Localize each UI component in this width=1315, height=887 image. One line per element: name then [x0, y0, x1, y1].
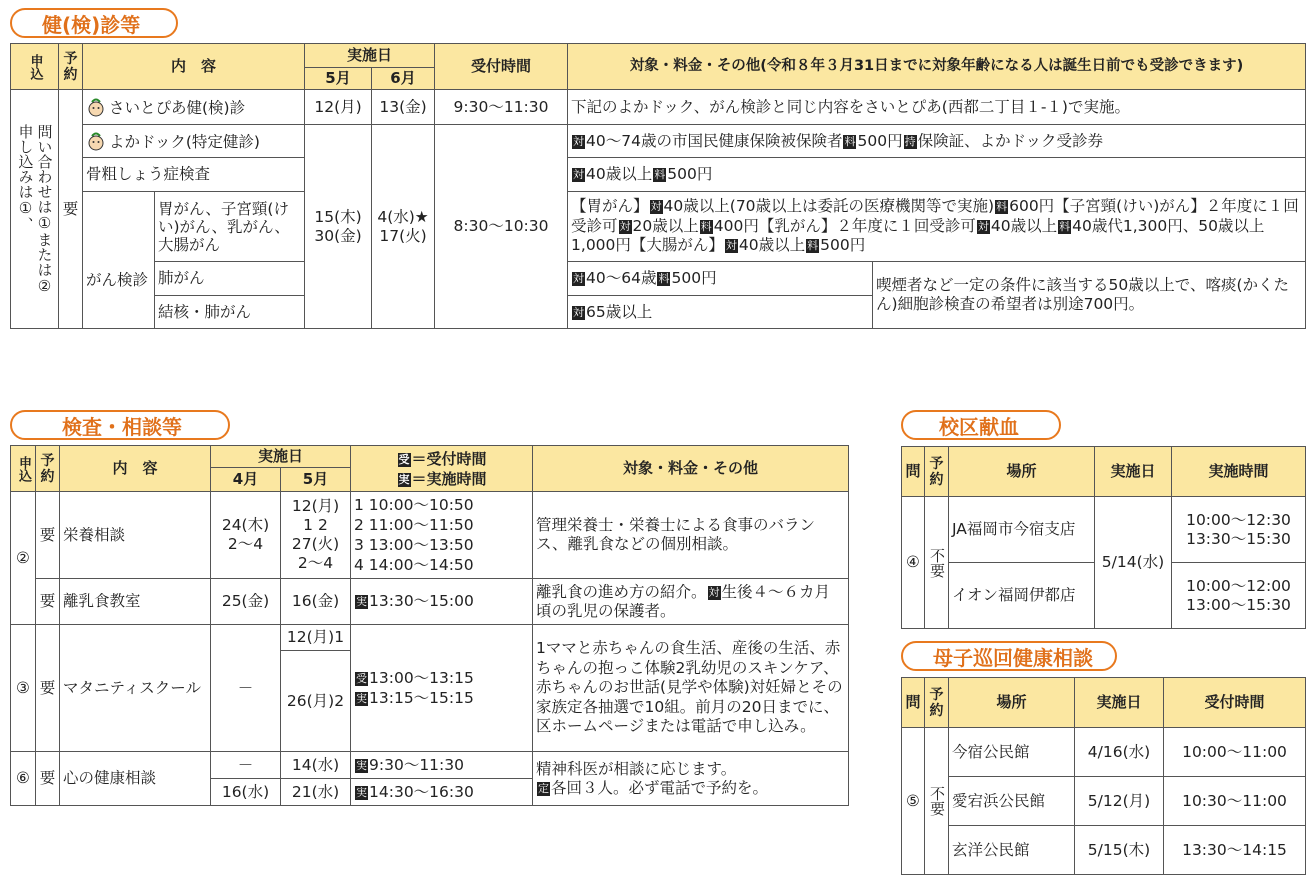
eiyo-name: 栄養相談 [60, 492, 211, 579]
kenketsu-table [901, 446, 1306, 629]
kokoro-area: ⑥ [11, 752, 36, 806]
boshi-area: ⑤ [902, 728, 925, 875]
maternity-april: － [211, 625, 281, 752]
boshi-place-1: 愛宕浜公民館 [949, 777, 1075, 826]
yoka-desc: 対 40～74歳の市国民健康保険被保険者 料 500円 持 保険証、よかドック受診券 [568, 125, 1306, 158]
kokoro-april1: － [211, 752, 281, 779]
kensa-header-may: 5月 [281, 468, 351, 492]
haigan-desc: 対 40～64歳 料 500円 [568, 262, 873, 296]
kotsuso-desc: 対 40歳以上 料 500円 [568, 158, 1306, 192]
kokoro-may1: 14(水) [281, 752, 351, 779]
kokoro-desc: 精神科医が相談に応じます。 定 各回３人。必ず電話で予約を。 [533, 752, 849, 806]
section-title-kenshin: 健(検)診等 [10, 8, 178, 38]
header-time: 受付時間 [435, 44, 568, 90]
rinyu-desc: 離乳食の進め方の紹介。 対 生後４～６カ月頃の乳児の保護者。 [533, 579, 849, 625]
boshi-place-0: 今宿公民館 [949, 728, 1075, 777]
apply-label: 申し込みは①、 [16, 123, 35, 232]
kenketsu-header-res: 予約 [925, 447, 949, 497]
boshi-time-2: 13:30～14:15 [1164, 826, 1306, 875]
boshi-place-2: 玄洋公民館 [949, 826, 1075, 875]
rinyu-may: 16(金) [281, 579, 351, 625]
section-title-boshi: 母子巡回健康相談 [901, 641, 1117, 671]
haigan-name: 肺がん [155, 262, 305, 296]
header-content: 内 容 [83, 44, 305, 90]
kenketsu-place-0: JA福岡市今宿支店 [949, 497, 1095, 563]
kensa-header-april: 4月 [211, 468, 281, 492]
gan-label: がん検診 [83, 192, 155, 329]
kenketsu-place-1: イオン福岡伊都店 [949, 563, 1095, 629]
area-cell [11, 90, 59, 329]
kakutan-desc: 喫煙者など一定の条件に該当する50歳以上で、喀痰(かくたん)細胞診検査の希望者は別途700円。 [873, 262, 1306, 329]
section-title-kensa: 検査・相談等 [10, 410, 230, 440]
maternity-may1: 12(月)1 [281, 625, 351, 651]
eiyo-area: ② [11, 492, 36, 625]
kotsuso-name: 骨粗しょう症検査 [83, 158, 305, 192]
maternity-name: マタニティスクール [60, 625, 211, 752]
kenketsu-header-time: 実施時間 [1172, 447, 1306, 497]
shared-time: 8:30～10:30 [435, 125, 568, 329]
boshi-date-1: 5/12(月) [1075, 777, 1164, 826]
kokoro-time1: 実 9:30～11:30 [351, 752, 533, 779]
kokoro-time2: 実 14:30～16:30 [351, 779, 533, 806]
yoka-name-cell [83, 125, 305, 158]
kokoro-res: 要 [36, 752, 60, 806]
header-dates: 実施日 [305, 44, 435, 68]
section-title-kenketsu: 校区献血 [901, 410, 1061, 440]
saitopia-june: 13(金) [372, 90, 435, 125]
boshi-header-time: 受付時間 [1164, 678, 1306, 728]
header-area: 申込 [11, 44, 59, 90]
kekkaku-desc: 対 65歳以上 [568, 296, 873, 329]
saitopia-name-cell [83, 90, 305, 125]
mascot-icon [86, 131, 106, 151]
header-reservation: 予約 [59, 44, 83, 90]
saitopia-name: さいとぴあ健(検)診 [109, 98, 246, 117]
kensa-header-content: 内 容 [60, 446, 211, 492]
igan-name: 胃がん、子宮頸(けい)がん、乳がん、大腸がん [155, 192, 305, 262]
boshi-header-date: 実施日 [1075, 678, 1164, 728]
maternity-area: ③ [11, 625, 36, 752]
shared-may: 15(木) 30(金) [305, 125, 372, 329]
eiyo-res: 要 [36, 492, 60, 579]
maternity-desc: 1ママと赤ちゃんの食生活、産後の生活、赤ちゃんの抱っこ体験2乳幼児のスキンケア、赤ちゃんのお世話(見学や体験)対妊婦とその家族定各抽選で10組。前月の20日までに、区ホームページまたは電話で申し込み。 [533, 625, 849, 752]
kokoro-name: 心の健康相談 [60, 752, 211, 806]
kensa-table [10, 445, 849, 806]
kenketsu-time-1: 10:00～12:00 13:00～15:30 [1172, 563, 1306, 629]
maternity-may2: 26(月)2 [281, 651, 351, 752]
boshi-date-2: 5/15(木) [1075, 826, 1164, 875]
mascot-icon [86, 97, 106, 117]
kenketsu-header-area: 問 [902, 447, 925, 497]
maternity-time: 受 13:00～13:15 実 13:15～15:15 [351, 625, 533, 752]
reservation-required: 要 [59, 90, 83, 329]
header-may: 5月 [305, 68, 372, 90]
saitopia-desc: 下記のよかドック、がん検診と同じ内容をさいとぴあ(西都二丁目１-１)で実施。 [568, 90, 1306, 125]
rinyu-time: 実 13:30～15:00 [351, 579, 533, 625]
kekkaku-name: 結核・肺がん [155, 296, 305, 329]
eiyo-desc: 管理栄養士・栄養士による食事のバランス、離乳食などの個別相談。 [533, 492, 849, 579]
boshi-header-place: 場所 [949, 678, 1075, 728]
eiyo-april: 24(木) 2～4 [211, 492, 281, 579]
rinyu-name: 離乳食教室 [60, 579, 211, 625]
boshi-time-1: 10:30～11:00 [1164, 777, 1306, 826]
rinyu-res: 要 [36, 579, 60, 625]
kensa-header-area: 申込 [11, 446, 36, 492]
boshi-time-0: 10:00～11:00 [1164, 728, 1306, 777]
boshi-date-0: 4/16(水) [1075, 728, 1164, 777]
kenketsu-res: 不要 [925, 497, 949, 629]
shared-june: 4(水)★ 17(火) [372, 125, 435, 329]
boshi-table [901, 677, 1306, 875]
saitopia-may: 12(月) [305, 90, 372, 125]
rinyu-april: 25(金) [211, 579, 281, 625]
header-june: 6月 [372, 68, 435, 90]
kokoro-april2: 16(水) [211, 779, 281, 806]
eiyo-slots: 1 10:00～10:50 2 11:00～11:50 3 13:00～13:50 4 14:00～14:50 [351, 492, 533, 579]
boshi-header-area: 問 [902, 678, 925, 728]
kensa-header-dates: 実施日 [211, 446, 351, 468]
eiyo-may: 12(月) 1 2 27(火) 2～4 [281, 492, 351, 579]
kenketsu-area: ④ [902, 497, 925, 629]
kenketsu-date: 5/14(水) [1095, 497, 1172, 629]
kokoro-may2: 21(水) [281, 779, 351, 806]
saitopia-time: 9:30～11:30 [435, 90, 568, 125]
kensa-header-target: 対象・料金・その他 [533, 446, 849, 492]
boshi-res: 不要 [925, 728, 949, 875]
kensa-header-time: 受 ＝受付時間 実 ＝実施時間 [351, 446, 533, 492]
maternity-res: 要 [36, 625, 60, 752]
kenketsu-time-0: 10:00～12:30 13:30～15:30 [1172, 497, 1306, 563]
kensa-header-res: 予約 [36, 446, 60, 492]
kenketsu-header-date: 実施日 [1095, 447, 1172, 497]
boshi-header-res: 予約 [925, 678, 949, 728]
kenshin-table [10, 43, 1306, 329]
igan-desc: 【胃がん】 対 40歳以上(70歳以上は委託の医療機関等で実施) 料 600円【子宮頸(けい)がん】２年度に１回受診可 対 20歳以上 料 400円【乳がん】２年度に１回受診可 対 40歳以上 料 40歳代1,300円、50歳以上1,000円【大腸がん】 対 40歳以上 料 500円 [568, 192, 1306, 262]
kenketsu-header-place: 場所 [949, 447, 1095, 497]
area-label: 問い合わせは①または② [35, 123, 54, 295]
yoka-name: よかドック(特定健診) [109, 132, 260, 151]
header-target: 対象・料金・その他(令和８年３月31日までに対象年齢になる人は誕生日前でも受診できます) [568, 44, 1306, 90]
